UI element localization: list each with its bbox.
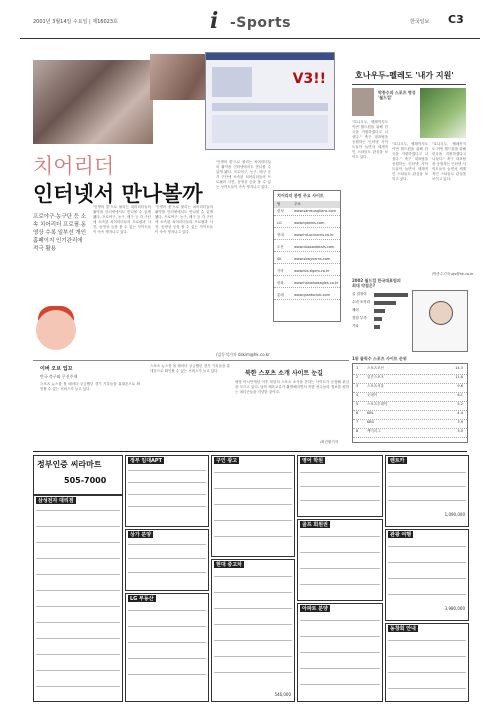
right-article-title: 호나우두-펠레도 '내가 지원'	[355, 71, 454, 80]
site-table-title: 치어리더 관련 주요 사이트	[277, 193, 324, 198]
bottom-left-sub: 반국 축구와 무선주제	[40, 374, 78, 379]
table-row: 기아 www.kia-tigers.co.kr	[274, 269, 340, 276]
right-article-subtitle: 박종수의 스포츠 명성 '월드컵'	[378, 90, 416, 100]
table-row: LG www.lgtwins.com	[274, 221, 340, 228]
soccer-photo	[420, 88, 466, 138]
section-logo: i	[210, 8, 219, 34]
cheerleader-photo	[33, 60, 153, 144]
website-badge: V3!!	[292, 71, 326, 87]
bottom-mid-body: 평양 아시안게임 이후 북한의 스포츠 소식을 전하는 사이트가 등장해 관심을 모으고 있다. 남북 체육교류가 활발해지면서 북한 선수들의 정보를 원하는 네티즌들을 겨냥한 것이다.	[235, 380, 349, 394]
ad-block: 현대 중고차 546,000	[211, 559, 295, 702]
ad-block: 구인 광고	[211, 455, 295, 557]
right-article-col3: "호나우두, 펠레까지도 이번 월드컵을 위해 한국을 지원하겠다고 나섰다." 축구 대표팀을 응원하는 인터넷 사이트들이 늘면서 세계적인 스타들도 관심을 보이고 있다.	[432, 142, 466, 181]
bottom-left-body-col2: 스포츠 뉴스를 볼 때마다 궁금했던 경기 기록들을 휴대폰으로 확인할 수 있는 서비스가 늘고 있다.	[150, 364, 230, 373]
ad-block: 삼성전자 대리점	[33, 495, 123, 702]
table-row: 삼성 www.samsunglions.com	[274, 209, 340, 216]
right-article-col2: "호나우두, 펠레까지도 이번 월드컵을 위해 한국을 지원하겠다고 나섰다." 축구 대표팀을 응원하는 인터넷 사이트들이 늘면서 세계적인 스타들도 관심을 보이고 있다.	[392, 142, 428, 181]
feature-byline: /김동석기자 dskim@hk.co.kr	[216, 352, 270, 357]
table-row: 2 일간스포츠 11.8	[353, 375, 467, 384]
table-row: 롯데 www.giantsclub.com	[274, 293, 340, 300]
site-table	[273, 190, 341, 322]
mascot-illustration	[36, 310, 76, 350]
ad-block: 렌트카 1,090,000	[385, 455, 469, 527]
screenshot-image	[212, 67, 252, 97]
table-row: 7 KBO 3.9	[353, 420, 467, 429]
poll-label: 기타	[352, 324, 359, 328]
ad-block: 정부 임대APT	[125, 455, 209, 527]
poll-bar	[374, 317, 382, 321]
poll-label: 골 결정력	[352, 292, 367, 296]
ranking-title: 1위 클릭수 스포츠 사이트 순위	[352, 356, 407, 361]
main-ad-title: 정부인증 씨라마트	[37, 460, 102, 469]
ad-price: 3,980,000	[444, 606, 465, 611]
table-row: 한화 www.hanwhaeagles.co.kr	[274, 281, 340, 288]
feature-body-col2: '인생의 꽃'으로 불리는 치어리더들의 활약을 인터넷에서도 만나볼 수 있게 됐다. 프로야구, 농구, 배구 등 각 구단에 소속된 치어리더들의 프로필과 사진, 동영상 등을 볼 수 있는 사이트들이 속속 생겨나고 있다.	[155, 205, 213, 234]
table-row: 두산 www.doosanbears.com	[274, 245, 340, 252]
section-name: -Sports	[230, 15, 291, 31]
table-row: 1 스포츠조선 14.3	[353, 366, 467, 375]
poll-bar	[374, 309, 385, 313]
feature-lead: 프로야구·농구단 등 소속 치어리더 프로필·동영상 수록 일부선 개인 홈페이지 인기관리에 적극 활용	[33, 214, 87, 252]
ad-block: 아파트 분양	[297, 603, 383, 702]
ad-block: 골프 회원권	[297, 519, 383, 601]
table-row: 3 스포츠서울 9.6	[353, 384, 467, 393]
ad-block: 관광 여행 3,980,000	[385, 529, 469, 621]
feature-body-col1: '인생의 꽃'으로 불리는 치어리더들의 활약을 인터넷에서도 만나볼 수 있게 됐다. 프로야구, 농구, 배구 등 각 구단에 소속된 치어리더들의 프로필과 사진, 동영상 등을 볼 수 있는 사이트들이 속속 생겨나고 있다.	[93, 205, 151, 234]
poll-bar	[374, 325, 380, 329]
bottom-mid-title: 북한 스포츠 소개 사이트 눈길	[245, 370, 323, 377]
ad-block: 상가 분양	[125, 529, 209, 591]
poll-label: 수비 조직력	[352, 300, 371, 304]
website-screenshot	[205, 52, 335, 150]
classified-ads	[33, 455, 467, 700]
site-table-header	[274, 201, 340, 208]
ranking-table	[352, 363, 468, 443]
site-table-col-url: 주소	[294, 202, 301, 206]
browser-toolbar	[206, 53, 334, 60]
ad-block: 영어 학원	[297, 455, 383, 517]
ad-block: LG 부동산	[125, 593, 209, 702]
table-row: 4 굿데이 6.1	[353, 393, 467, 402]
paper-name: 한국일보	[410, 19, 430, 25]
poll-chart	[352, 292, 412, 352]
bottom-mid-byline: /최진환기자	[320, 440, 339, 444]
right-article-col1: "호나우두, 펠레까지도 이번 월드컵을 위해 한국을 지원하겠다고 나섰다." 축구 대표팀을 응원하는 인터넷 사이트들이 늘면서 세계적인 스타들도 관심을 보이고 있다.	[352, 120, 388, 159]
poll-title: 2002 월드컵 한국대표팀의 최대 약점은?	[352, 278, 401, 288]
poll-label: 체력	[352, 308, 359, 312]
table-row: 5 스포츠투데이 5.2	[353, 402, 467, 411]
poll-bar	[374, 301, 396, 305]
page-number: C3	[448, 13, 464, 26]
right-article-rule	[352, 84, 466, 85]
ads-divider	[33, 451, 467, 452]
screenshot-banner	[212, 103, 328, 111]
right-article-byline: /박종수기자 pjs@hk.co.kr	[432, 272, 474, 276]
bottom-left-title: 이버 오브 업꼬	[40, 366, 73, 372]
main-ad	[33, 455, 123, 495]
header-rule	[20, 38, 480, 39]
table-row: 현대 www.hd-unicorns.co.kr	[274, 233, 340, 240]
main-ad-phone: 505-7000	[64, 476, 107, 485]
section-divider	[33, 360, 349, 361]
table-row: SK www.skwyverns.com	[274, 257, 340, 264]
poll-label: 경험 부족	[352, 316, 367, 320]
site-table-col-team: 팀	[277, 202, 281, 206]
cartoon-box	[412, 290, 468, 352]
feature-body-col3: '인생의 꽃'으로 불리는 치어리더들의 활약을 인터넷에서도 만나볼 수 있게 됐다. 프로야구, 농구, 배구 등 각 구단에 소속된 치어리더들의 프로필과 사진, 동영상 등을 볼 수 있는 사이트들이 속속 생겨나고 있다.	[216, 160, 271, 189]
columnist-photo	[352, 88, 374, 116]
ad-price: 546,000	[274, 692, 291, 697]
poll-bar	[374, 293, 408, 297]
screenshot-content	[212, 115, 328, 143]
ad-block: 동창회 안내	[385, 623, 469, 702]
ad-price: 1,090,000	[444, 512, 465, 517]
cartoon-face	[429, 301, 453, 325]
table-row: 6 KBL 4.4	[353, 411, 467, 420]
table-row: 8 케이리그 3.0	[353, 429, 467, 438]
feature-kicker: 치어리더	[33, 154, 115, 178]
bottom-left-body: 스포츠 뉴스를 볼 때마다 궁금했던 경기 기록들을 휴대폰으로 확인할 수 있는 서비스가 늘고 있다.	[40, 382, 140, 391]
header-meta: 2001년 3월14일 수요일 | 제16023호	[33, 19, 118, 25]
feature-headline: 인터넷서 만나볼까	[33, 181, 203, 206]
